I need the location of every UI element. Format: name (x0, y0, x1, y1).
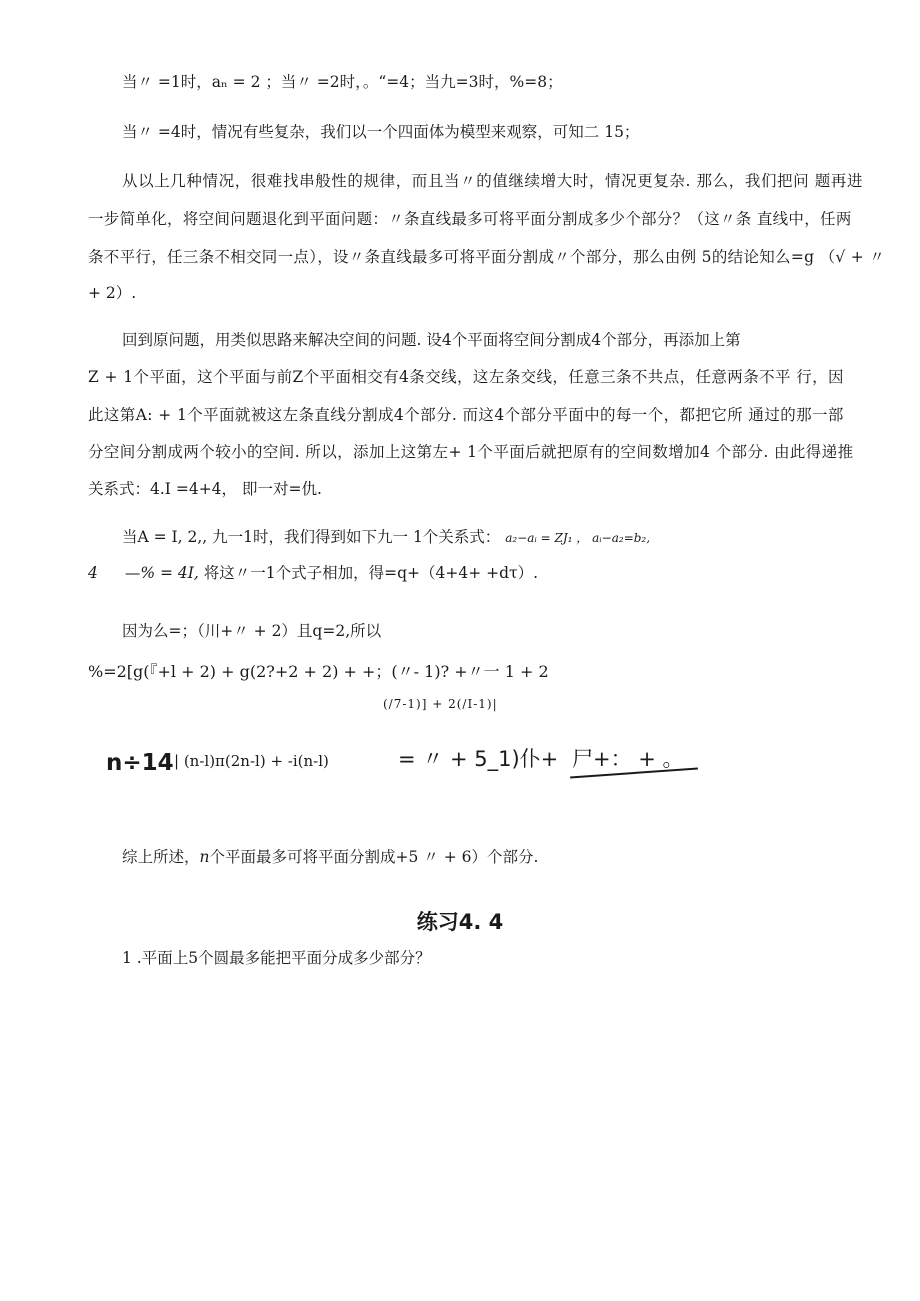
text-line: 回到原问题，用类似思路来解决空间的问题. 设4个平面将空间分割成4个部分，再添加上第 (122, 331, 741, 349)
text-line (122, 530, 650, 546)
text-line: 此这第A: + 1个平面就被这左条直线分割成4个部分. 而这4个部分平面中的每一个，都把它所 通过的那一部 (88, 406, 844, 424)
text-line: 一步简单化，将空间问题退化到平面问题：〃条直线最多可将平面分割成多少个部分？（这〃条 直线中，任两 (88, 210, 852, 228)
text-line: + 2）. (88, 284, 137, 302)
equation-part: = 〃 + 5_1)仆+ (398, 747, 559, 771)
text-line: 因为么=；（川+〃 + 2）且q=2,所以 (122, 622, 382, 640)
text-span: 个平面最多可将平面分割成+5 〃 + 6）个部分. (209, 848, 539, 866)
text-span: 综上所述， (122, 848, 200, 866)
equation-line: %=2[g(『+l + 2) + g(2?+2 + 2) + +；(〃- 1)? +〃一 1 + 2 (88, 662, 549, 681)
text-line: 当〃 =1时，aₙ = 2 ；当〃 =2时，。“=4；当九=3时，%=8； (122, 73, 563, 91)
math-span: 4 (88, 564, 98, 582)
math-span: a₂−aᵢ = ZJ₁ ， aᵢ−a₂=b₂, (505, 531, 651, 545)
equation-line: (/7-1)] + 2(/I-1)| (383, 697, 498, 711)
text-line (122, 850, 538, 866)
exercise-item: 1 .平面上5个圆最多能把平面分成多少部分？ (122, 949, 431, 967)
equation-part: 尸+： + 。 (572, 747, 684, 771)
text-line: 分空间分割成两个较小的空间. 所以，添加上这第左+ 1个平面后就把原有的空间数增加4 个部分. 由此得递推 (88, 443, 854, 461)
equation-part: n÷14 (106, 750, 174, 776)
equation-part: | (n-l)π(2n-l) + -i(n-l) (174, 752, 329, 770)
text-line: Z + 1个平面，这个平面与前Z个平面相交有4条交线，这左条交线，任意三条不共点，任意两条不平 行，因 (88, 368, 844, 386)
text-line: 条不平行，任三条不相交同一点），设〃条直线最多可将平面分割成〃个部分，那么由例 5的结论知么=g （√ + 〃 (88, 248, 886, 266)
text-line: 当〃 =4时，情况有些复杂，我们以一个四面体为模型来观察，可知二 15； (122, 123, 640, 141)
math-span: —% = 4I, (124, 564, 199, 582)
text-line: 关系式：4.I =4+4， 即一对=仇. (88, 480, 322, 498)
text-line: 从以上几种情况，很难找串般性的规律，而且当〃的值继续增大时，情况更复杂. 那么，我们把问 题再进 (122, 172, 864, 190)
text-span: 将这〃一1个式子相加，得=q+（4+4+ +dτ）. (203, 564, 539, 582)
text-line (88, 566, 538, 582)
math-span: n (199, 848, 210, 866)
text-span: 当A = I, 2,, 九一1时，我们得到如下九一 1个关系式： (122, 528, 501, 546)
section-heading: 练习4. 4 (416, 910, 504, 934)
